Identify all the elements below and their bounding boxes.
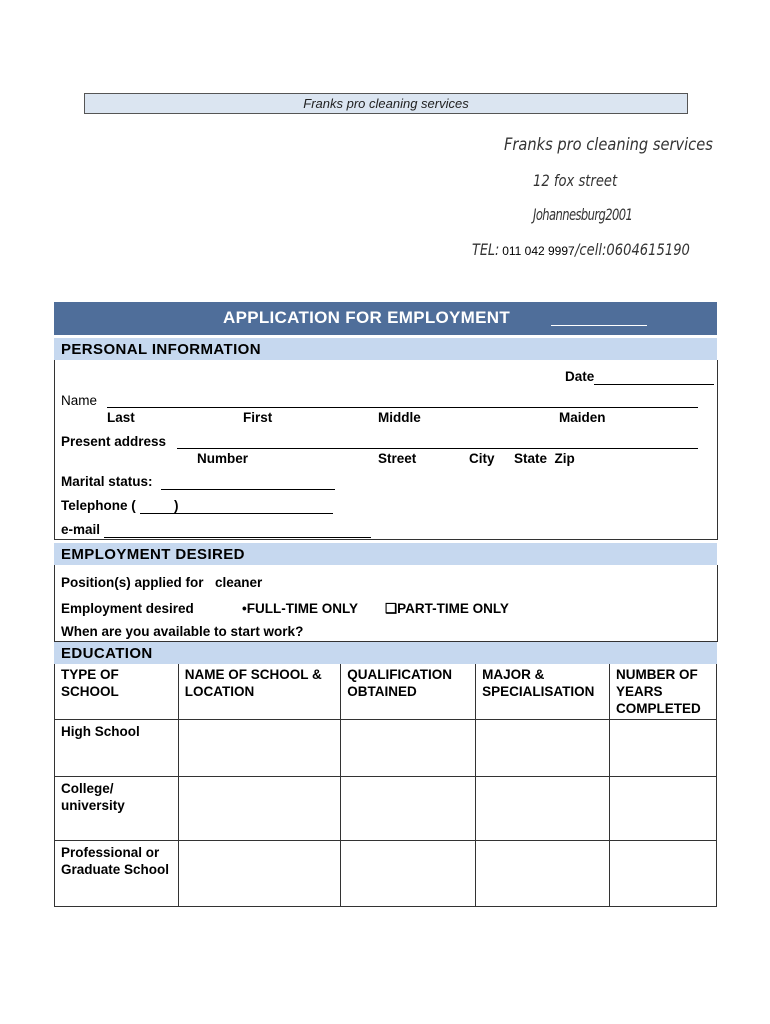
education-header-row [55, 664, 717, 720]
full-time-option[interactable]: •FULL-TIME ONLY [242, 601, 358, 616]
title-bar [54, 302, 717, 335]
name-field[interactable] [107, 407, 698, 408]
high-school-name-cell[interactable] [178, 720, 340, 777]
name-first: First [243, 410, 273, 425]
cell-number: /cell:0604615190 [574, 240, 690, 259]
position-label: Position(s) applied for [61, 575, 204, 590]
company-phone-line [472, 240, 715, 260]
name-label: Name [61, 393, 98, 408]
col-years-completed: NUMBER OF YEARS COMPLETED [610, 664, 717, 720]
high-school-major-cell[interactable] [476, 720, 610, 777]
table-row [55, 777, 717, 841]
table-row [55, 841, 717, 907]
email-field[interactable] [104, 537, 371, 538]
part-time-option[interactable]: ❑PART-TIME ONLY [385, 601, 509, 616]
marital-label: Marital status: [61, 474, 153, 489]
position-value[interactable]: cleaner [215, 575, 263, 590]
section-employment [54, 543, 717, 565]
top-banner [84, 93, 688, 114]
name-last: Last [107, 410, 135, 425]
college-qualification-cell[interactable] [341, 777, 476, 841]
graduate-years-cell[interactable] [610, 841, 717, 907]
address-field[interactable] [177, 448, 698, 449]
col-type-of-school: TYPE OF SCHOOL [55, 664, 179, 720]
address-number: Number [197, 451, 249, 466]
telephone-field[interactable] [140, 513, 333, 514]
high-school-qualification-cell[interactable] [341, 720, 476, 777]
banner-text: Franks pro cleaning services [303, 96, 469, 111]
name-maiden: Maiden [559, 410, 606, 425]
tel-label: TEL: [472, 240, 500, 259]
address-street: Street [378, 451, 417, 466]
col-major-specialisation: MAJOR & SPECIALISATION [476, 664, 610, 720]
telephone-close: ) [174, 498, 179, 513]
marital-field[interactable] [161, 489, 335, 490]
education-table [54, 664, 717, 907]
section-personal [54, 338, 717, 360]
address-label: Present address [61, 434, 167, 449]
section-education [54, 642, 717, 664]
row-graduate-label: Professional or Graduate School [55, 841, 179, 907]
date-label: Date [565, 369, 595, 384]
college-major-cell[interactable] [476, 777, 610, 841]
row-college-label: College/ university [55, 777, 179, 841]
col-school-name-location: NAME OF SCHOOL & LOCATION [178, 664, 340, 720]
row-high-school-label: High School [55, 720, 179, 777]
company-street: 12 fox street [533, 171, 618, 190]
employment-desired-label: Employment desired [61, 601, 194, 616]
graduate-major-cell[interactable] [476, 841, 610, 907]
name-middle: Middle [378, 410, 421, 425]
table-row [55, 720, 717, 777]
page-title: APPLICATION FOR EMPLOYMENT [223, 308, 511, 327]
address-city: City [469, 451, 495, 466]
college-name-cell[interactable] [178, 777, 340, 841]
high-school-years-cell[interactable] [610, 720, 717, 777]
date-field[interactable] [594, 384, 714, 385]
graduate-qualification-cell[interactable] [341, 841, 476, 907]
employment-heading: EMPLOYMENT DESIRED [61, 546, 245, 563]
education-heading: EDUCATION [61, 645, 153, 662]
email-label: e-mail [61, 522, 101, 537]
college-years-cell[interactable] [610, 777, 717, 841]
address-state-zip: State Zip [514, 451, 575, 466]
title-underline [551, 325, 647, 326]
company-city: Johannesburg2001 [533, 205, 633, 224]
available-label: When are you available to start work? [61, 624, 304, 639]
graduate-name-cell[interactable] [178, 841, 340, 907]
col-qualification: QUALIFICATION OBTAINED [341, 664, 476, 720]
telephone-label: Telephone ( [61, 498, 136, 513]
company-name: Franks pro cleaning services [504, 135, 713, 155]
tel-number: 011 042 9997 [502, 244, 575, 258]
personal-heading: PERSONAL INFORMATION [61, 341, 261, 358]
